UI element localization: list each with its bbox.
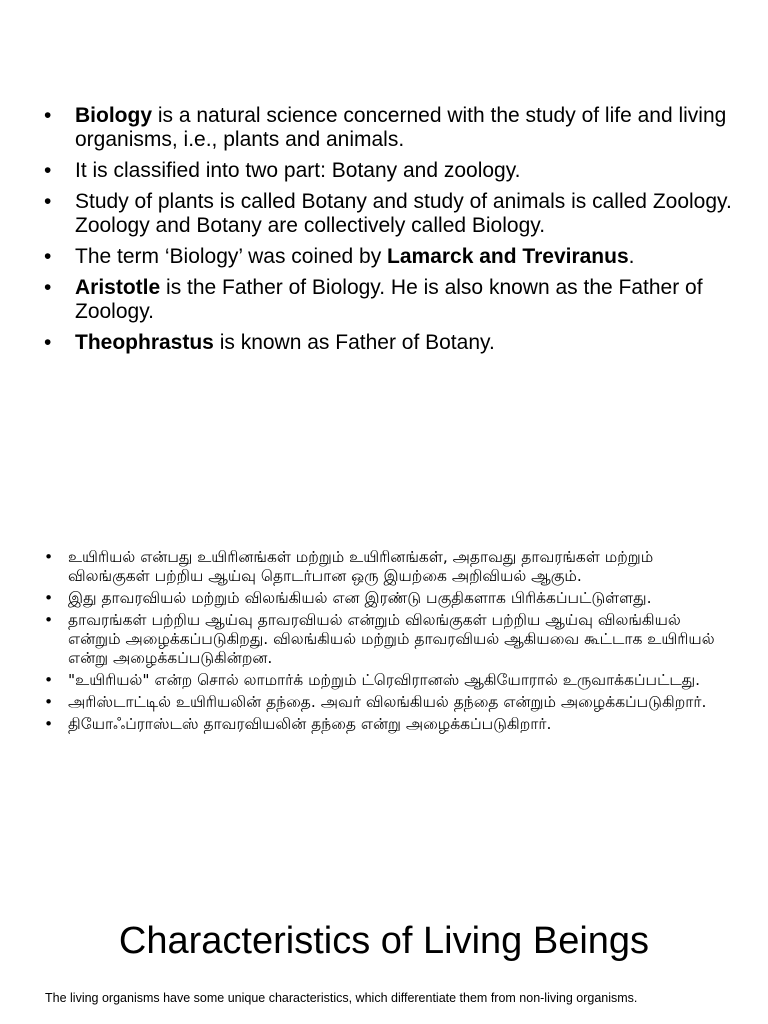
english-point-2: • It is classified into two part: Botany and zoology. <box>44 159 734 183</box>
english-point-6: • Theophrastus is known as Father of Botany. <box>44 331 734 355</box>
tamil-point-6: • தியோஃப்ராஸ்டஸ் தாவரவியலின் தந்தை என்று அழைக்கப்படுகிறார். <box>44 715 724 734</box>
intro-paragraph: The living organisms have some unique characteristics, which differentiate them from non-living organisms. <box>45 991 638 1005</box>
tamil-point-3: • தாவரங்கள் பற்றிய ஆய்வு தாவரவியல் என்றும் விலங்குகள் பற்றிய ஆய்வு விலங்கியல் என்றும் அழைக்கப்படுகிறது. விலங்கியல் மற்றும் தாவரவியல் ஆகியவை கூட்டாக உயிரியல் என்று அழைக்கப்படுகின்றன. <box>44 611 724 668</box>
english-bullet-list <box>44 104 734 362</box>
tamil-bullet-list <box>44 548 724 737</box>
english-point-1: • Biology is a natural science concerned with the study of life and living organisms, i.e., plants and animals. <box>44 104 734 152</box>
tamil-point-4: • "உயிரியல்" என்ற சொல் லாமார்க் மற்றும் ட்ரெவிரானஸ் ஆகியோரால் உருவாக்கப்பட்டது. <box>44 671 724 690</box>
tamil-point-1: • உயிரியல் என்பது உயிரினங்கள் மற்றும் உயிரினங்கள், அதாவது தாவரங்கள் மற்றும் விலங்குகள் பற்றிய ஆய்வு தொடர்பான ஒரு இயற்கை அறிவியல் ஆகும். <box>44 548 724 586</box>
section-heading: Characteristics of Living Beings <box>118 920 650 962</box>
english-point-4: • The term ‘Biology’ was coined by Lamarck and Treviranus. <box>44 245 734 269</box>
tamil-point-2: • இது தாவரவியல் மற்றும் விலங்கியல் என இரண்டு பகுதிகளாக பிரிக்கப்பட்டுள்ளது. <box>44 589 724 608</box>
english-point-3: • Study of plants is called Botany and study of animals is called Zoology. Zoology and Botany are collectively called Biology. <box>44 190 734 238</box>
english-point-5: • Aristotle is the Father of Biology. He is also known as the Father of Zoology. <box>44 276 734 324</box>
tamil-point-5: • அரிஸ்டாட்டில் உயிரியலின் தந்தை. அவர் விலங்கியல் தந்தை என்றும் அழைக்கப்படுகிறார். <box>44 693 724 712</box>
